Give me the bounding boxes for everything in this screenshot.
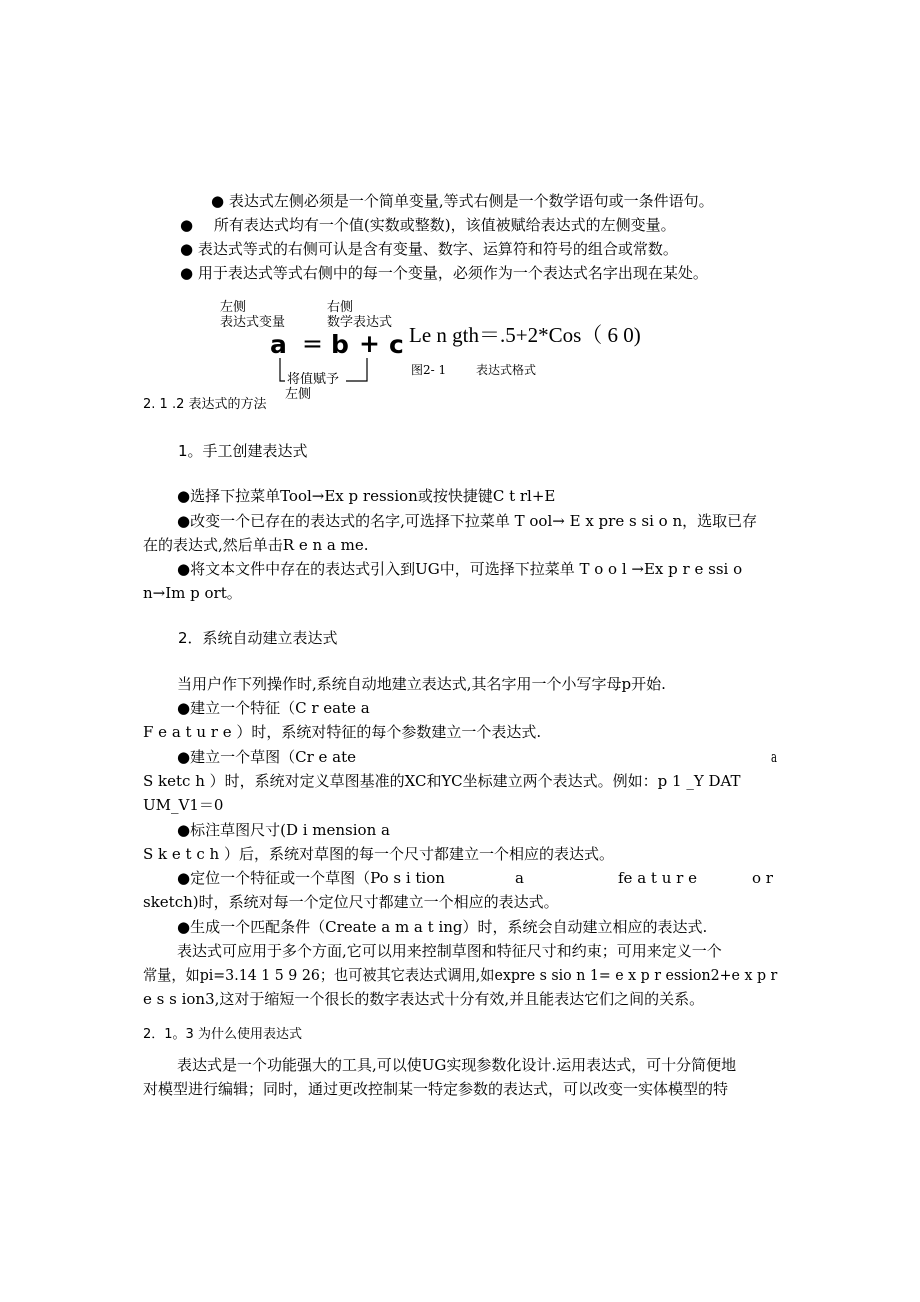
assign-left-label: 左侧 (285, 387, 312, 402)
paragraph-line: ●标注草图尺寸(D i mension a (177, 821, 390, 839)
right-math-label: 数学表达式 (327, 315, 393, 330)
paragraph-line: e s s ion3,这对于缩短一个很长的数字表达式十分有效,并且能表达它们之间的关系。 (143, 990, 705, 1008)
paragraph-line: fe a t u r e (618, 869, 697, 887)
equals-sign: = (302, 329, 323, 358)
paragraph-line: S ketc h ）时，系统对定义草图基准的XC和YC坐标建立两个表达式。例如：p 1 _Y DAT (143, 772, 741, 790)
bullet-text: 所有表达式均有一个值(实数或整数)，该值被赋给表达式的左侧变量。 (213, 216, 676, 234)
plus-sign: + (359, 329, 380, 358)
bullet-item (180, 213, 676, 237)
bullet-text: 表达式左侧必须是一个简单变量,等式右侧是一个数学语句或一条件语句。 (228, 192, 714, 210)
subsection-heading: 1。手工创建表达式 (178, 442, 308, 460)
bullet-item (180, 261, 708, 285)
paragraph-line: ●选择下拉菜单Tool→Ex p ression或按快捷键C t rl+E (177, 487, 556, 505)
bracket-left-line (280, 358, 285, 381)
paragraph-line: ●建立一个草图（Cr e ate (177, 748, 356, 766)
paragraph-line: a (771, 748, 777, 766)
paragraph-line: sketch)时，系统对每一个定位尺寸都建立一个相应的表达式。 (143, 893, 559, 911)
bullet-text: 用于表达式等式右侧中的每一个变量，必须作为一个表达式名字出现在某处。 (197, 264, 708, 282)
paragraph-line: 表达式可应用于多个方面,它可以用来控制草图和特征尺寸和约束；可用来定义一个 (177, 942, 722, 960)
paragraph-line: ●生成一个匹配条件（Create a m a t ing）时，系统会自动建立相应的表达式. (177, 918, 708, 936)
paragraph-line: 在的表达式,然后单击R e n a me. (143, 536, 369, 554)
variable-b: b (331, 330, 349, 359)
paragraph-line: 常量，如pi=3.14 1 5 9 26；也可被其它表达式调用,如expre s sio n 1= e x p r ession2+e x p r (143, 966, 778, 984)
bullet-item (211, 189, 714, 213)
right-side-label: 右侧 (327, 300, 354, 315)
bullet-item (180, 237, 678, 261)
paragraph-line: ●改变一个已存在的表达式的名字,可选择下拉菜单 T ool→ E x pre s si o n，选取已存 (177, 512, 758, 530)
section-heading: 2．1。3 为什么使用表达式 (143, 1027, 302, 1042)
assign-value-label: 将值赋予 (287, 372, 340, 387)
bullet-icon: ● (180, 216, 194, 234)
bullet-icon: ● (180, 264, 194, 282)
paragraph-line: o r (752, 869, 773, 887)
paragraph-line: UM_V1＝0 (143, 796, 224, 814)
bracket-right-line (346, 358, 367, 381)
left-side-label: 左侧 (220, 300, 247, 315)
figure-number: 图2- 1 (411, 363, 447, 377)
paragraph-line: 对模型进行编辑；同时，通过更改控制某一特定参数的表达式，可以改变一实体模型的特 (143, 1080, 729, 1098)
bullet-text: 表达式等式的右侧可认是含有变量、数字、运算符和符号的组合或常数。 (197, 240, 678, 258)
variable-c: c (389, 330, 404, 359)
paragraph-line: a (515, 869, 524, 887)
formula-example: Le n gth＝.5+2*Cos（ 6 0) (409, 323, 641, 347)
paragraph-line: n→Im p ort。 (143, 584, 242, 602)
figure-caption: 表达式格式 (476, 363, 537, 377)
paragraph-line: ●将文本文件中存在的表达式引入到UG中，可选择下拉菜单 T o o l →Ex p r e ssi o (177, 560, 743, 578)
paragraph-line: ●建立一个特征（C r eate a (177, 699, 370, 717)
section-heading: 2. 1 .2 表达式的方法 (143, 397, 267, 412)
paragraph-line: F e a t u r e ）时，系统对特征的每个参数建立一个表达式. (143, 723, 542, 741)
variable-a: a (270, 330, 287, 359)
paragraph-line: 表达式是一个功能强大的工具,可以使UG实现参数化设计.运用表达式，可十分简便地 (177, 1056, 737, 1074)
subsection-heading: 2．系统自动建立表达式 (178, 629, 338, 647)
bullet-icon: ● (180, 240, 194, 258)
paragraph-line: S k e t c h ）后，系统对草图的每一个尺寸都建立一个相应的表达式。 (143, 845, 614, 863)
left-variable-label: 表达式变量 (220, 315, 286, 330)
bullet-icon: ● (211, 192, 225, 210)
paragraph-line: 当用户作下列操作时,系统自动地建立表达式,其名字用一个小写字母p开始. (177, 675, 666, 693)
paragraph-line: ●定位一个特征或一个草图（Po s i tion (177, 869, 445, 887)
